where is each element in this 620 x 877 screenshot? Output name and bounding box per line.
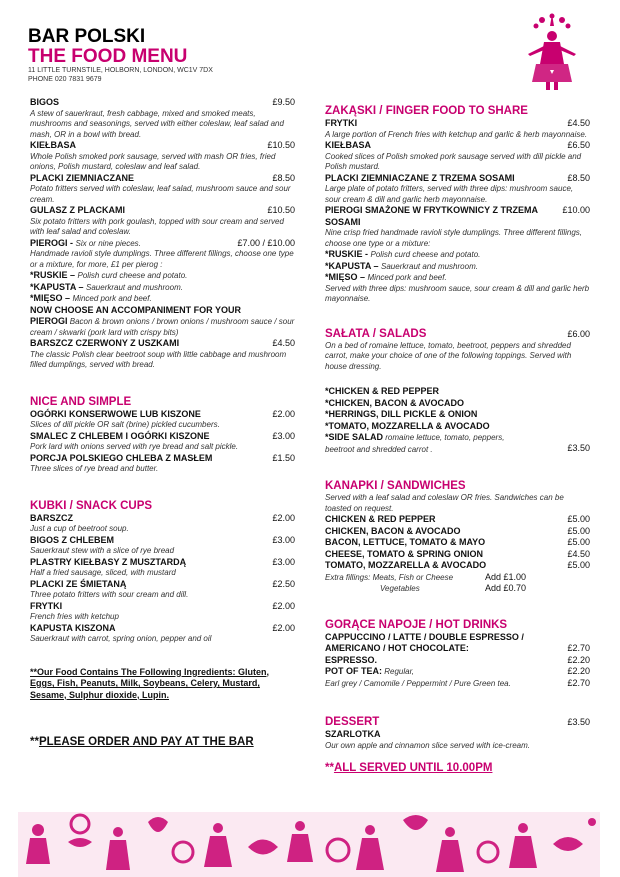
- price: £8.50: [272, 172, 295, 183]
- menu-row: [30, 535, 295, 547]
- allergen-notice: **Our Food Contains The Following Ingredients: Gluten, Eggs, Fish, Peanuts, Milk, Soybeans, Celery, Mustard, Sesame, Sulphur dioxide, Lupin.: [30, 666, 269, 700]
- menu-text: ALL SERVED UNTIL 10.00PM: [333, 762, 493, 774]
- menu-item: [325, 140, 590, 173]
- price: £3.00: [272, 430, 295, 441]
- menu-text: Half a fried sausage, sliced, with mustard: [30, 568, 176, 577]
- price: £5.00: [567, 537, 590, 547]
- section-title: ZAKĄSKI / FINGER FOOD TO SHARE: [325, 105, 528, 117]
- menu-row: [30, 409, 295, 421]
- menu-text: GULASZ Z PLACKAMI: [30, 205, 125, 215]
- menu-text: AMERICANO / HOT CHOCOLATE:: [325, 643, 469, 653]
- menu-item: [30, 205, 295, 238]
- menu-text: Six or nine pieces.: [75, 238, 141, 248]
- menu-text: *MIĘSO –: [30, 293, 73, 303]
- menu-text: Bacon & brown onions / brown onions / mushroom sauce / sour cream / skwarki (pork lard with crispy bits): [30, 317, 295, 337]
- menu-text: **: [30, 736, 39, 748]
- menu-text: Six potato fritters with pork goulash, topped with sour cream and served with leaf salad and coleslaw.: [30, 216, 284, 236]
- price: £3.50: [567, 717, 590, 727]
- menu-row: [30, 513, 295, 525]
- menu-row: [325, 643, 590, 655]
- menu-text: Whole Polish smoked pork sausage, served with mash OR fries, fried onions, Polish mustard, coleslaw and leaf salad.: [30, 151, 276, 171]
- menu-text: A stew of sauerkraut, fresh cabbage, mixed and smoked meats, mushrooms and seasonings, served with either coleslaw, leaf salad and mash, OR in a bowl with bread.: [30, 108, 284, 139]
- price: £3.50: [567, 443, 590, 453]
- menu-text: TOMATO, MOZZARELLA & AVOCADO: [325, 560, 487, 570]
- menu-text: SMALEC Z CHLEBEM I OGÓRKI KISZONE: [30, 430, 210, 441]
- brand-name: BAR POLSKI: [28, 26, 146, 47]
- menu-text: romaine lettuce, tomato, peppers, beetroot and shredded carrot .: [325, 433, 505, 454]
- menu-text: Nine crisp fried handmade ravioli style dumplings. Three different fillings, choose one type or a mixture:: [325, 228, 583, 248]
- menu-row: [325, 140, 590, 152]
- menu-text: PLEASE ORDER AND PAY AT THE BAR: [38, 736, 254, 748]
- menu-text: PIEROGI -: [30, 237, 76, 248]
- menu-text: POT OF TEA:: [325, 666, 382, 676]
- price: £10.50: [267, 205, 295, 215]
- menu-text: Regular,: [382, 667, 415, 676]
- menu-text: Minced pork and beef.: [367, 273, 447, 282]
- address: 11 LITTLE TURNSTILE, HOLBORN, LONDON, WC1V 7DX: [28, 67, 213, 74]
- extras-row: [325, 572, 590, 583]
- price: £6.50: [567, 140, 590, 150]
- menu-text: Add £1.00: [485, 571, 527, 582]
- menu-text: Earl grey / Camomile / Peppermint / Pure Green tea.: [325, 678, 511, 688]
- menu-text: CHICKEN & RED PEPPER: [325, 514, 436, 524]
- menu-item: [30, 513, 295, 535]
- folk-pattern-border: [18, 812, 600, 877]
- menu-row: [30, 173, 295, 185]
- menu-row: [30, 557, 295, 569]
- menu-text: Add £0.70: [485, 582, 527, 593]
- price: £1.50: [272, 452, 295, 463]
- menu-text: On a bed of romaine lettuce, tomato, beetroot, peppers and shredded carrot, make your choice of one of the following toppings. Served with house dressing.: [325, 340, 572, 371]
- menu-text: Sauerkraut and mushroom.: [381, 261, 478, 271]
- menu-text: **: [325, 762, 334, 774]
- menu-text: *MIĘSO –: [325, 272, 368, 282]
- menu-item: [30, 431, 295, 453]
- section-title: NICE AND SIMPLE: [30, 395, 132, 408]
- price: £5.00: [567, 560, 590, 570]
- menu-item: [30, 601, 295, 623]
- menu-item: [30, 97, 295, 140]
- menu-text: Large plate of potato fritters, served with three dips: mushroom sauce, sour cream & dill and garlic herb mayonnaise.: [325, 184, 574, 204]
- right-column: [325, 102, 590, 774]
- price: £10.50: [267, 140, 295, 150]
- salad-option: *TOMATO, MOZZARELLA & AVOCADO: [325, 420, 490, 431]
- price: £8.50: [567, 172, 590, 183]
- menu-text: PLACKI ZIEMNIACZANE: [30, 172, 134, 183]
- menu-text: CAPPUCCINO / LATTE / DOUBLE ESPRESSO /: [325, 631, 524, 642]
- price: £2.00: [272, 408, 295, 419]
- menu-row: [325, 655, 590, 667]
- menu-text: Served with three dips: mushroom sauce, sour cream & dill and garlic herb mayonnaise.: [325, 283, 590, 303]
- menu-text: Extra fillings: Meats, Fish or Cheese: [325, 572, 454, 582]
- menu-text: A large portion of French fries with ketchup and garlic & herb mayonnaise.: [325, 129, 588, 139]
- order-notice: [30, 737, 295, 748]
- menu-text: KAPUSTA KISZONA: [30, 622, 116, 633]
- menu-text: Potato fritters served with coleslaw, leaf salad, mushroom sauce and sour cream.: [30, 184, 291, 204]
- menu-text: PIEROGI SMAŻONE W FRYTKOWNICY Z TRZEMA SOSAMI: [325, 205, 538, 227]
- menu-row: [30, 338, 295, 350]
- section-title: [325, 327, 590, 341]
- price: £2.50: [272, 578, 295, 589]
- price: £2.00: [272, 600, 295, 611]
- menu-item: [325, 173, 590, 206]
- menu-text: FRYTKI: [30, 600, 63, 611]
- menu-text: Polish curd cheese and potato.: [77, 271, 188, 280]
- menu-row: [30, 238, 295, 250]
- menu-row: [325, 173, 590, 185]
- menu-text: PIEROGI: [30, 316, 68, 326]
- menu-text: *RUSKIE -: [325, 249, 371, 259]
- menu-item: [30, 173, 295, 206]
- menu-text: The classic Polish clear beetroot soup with little cabbage and mushroom filled dumplings, served with bread.: [30, 349, 287, 369]
- section-title: [325, 715, 590, 729]
- menu-text: DESSERT: [325, 716, 380, 728]
- menu-text: Served with a leaf salad and coleslaw OR fries. Sandwiches can be toasted on request.: [325, 493, 564, 513]
- menu-item: [30, 557, 295, 579]
- menu-text: Minced pork and beef.: [72, 294, 152, 303]
- price: £10.00: [562, 205, 590, 215]
- extras-row: [325, 583, 590, 594]
- menu-item: [325, 118, 590, 140]
- section-title: KANAPKI / SANDWICHES: [325, 480, 466, 492]
- menu-text: Three slices of rye bread and butter.: [30, 464, 159, 473]
- menu-row: [325, 560, 590, 572]
- served-notice: [325, 763, 590, 774]
- menu-item: [30, 453, 295, 475]
- menu-item: [30, 579, 295, 601]
- price: £4.50: [567, 548, 590, 559]
- menu-text: SAŁATA / SALADS: [325, 327, 427, 340]
- price: £2.00: [272, 512, 295, 523]
- menu-row: [325, 666, 590, 678]
- menu-row: [30, 579, 295, 591]
- price: £9.50: [272, 97, 295, 107]
- menu-text: Sauerkraut and mushroom.: [86, 282, 183, 292]
- menu-text: Slices of dill pickle OR salt (brine) pickled cucumbers.: [30, 420, 220, 429]
- menu-text: Pork lard with onions served with rye bread and salt pickle.: [30, 442, 239, 451]
- menu-item: [30, 409, 295, 431]
- section-title: KUBKI / SNACK CUPS: [30, 499, 153, 512]
- menu-item: [30, 140, 295, 173]
- menu-text: CHICKEN, BACON & AVOCADO: [325, 525, 461, 536]
- menu-text: BIGOS Z CHLEBEM: [30, 534, 115, 545]
- menu-text: *RUSKIE –: [30, 270, 78, 280]
- menu-text: French fries with ketchup: [30, 612, 119, 621]
- price: £2.20: [567, 654, 590, 665]
- menu-text: BARSZCZ CZERWONY Z USZKAMI: [30, 338, 180, 348]
- menu-text: BACON, LETTUCE, TOMATO & MAYO: [325, 537, 486, 547]
- folk-dancer-logo: [522, 12, 582, 94]
- menu-text: BIGOS: [30, 97, 60, 107]
- menu-title: THE FOOD MENU: [28, 46, 188, 67]
- price: £2.00: [272, 622, 295, 633]
- price: £2.70: [567, 677, 590, 688]
- menu-item-pierogi: [30, 238, 295, 339]
- menu-row: [325, 549, 590, 561]
- price: £5.00: [567, 514, 590, 524]
- menu-text: Sauerkraut with carrot, spring onion, pepper and oil: [30, 634, 212, 643]
- menu-text: Handmade ravioli style dumplings. Three different fillings, choose one type or a mixture, for more, £1 per pierog :: [30, 249, 294, 269]
- menu-text: FRYTKI: [325, 118, 358, 128]
- menu-text: CHEESE, TOMATO & SPRING ONION: [325, 548, 484, 559]
- menu-text: NOW CHOOSE AN ACCOMPANIMENT FOR YOUR: [30, 304, 241, 315]
- menu-text: *KAPUSTA –: [30, 281, 87, 292]
- phone: PHONE 020 7831 9679: [28, 76, 102, 83]
- menu-text: Cooked slices of Polish smoked pork sausage served with dill pickle and Polish mustard.: [325, 151, 582, 171]
- menu-text: KIEŁBASA: [325, 140, 372, 150]
- menu-row: [30, 97, 295, 109]
- menu-text: Three potato fritters with sour cream and dill.: [30, 590, 189, 599]
- section-title: GORĄCE NAPOJE / HOT DRINKS: [325, 618, 508, 631]
- menu-text: PLASTRY KIEŁBASY Z MUSZTARDĄ: [30, 556, 187, 567]
- menu-text: KIEŁBASA: [30, 140, 77, 150]
- menu-item: [325, 205, 590, 249]
- menu-row: [325, 537, 590, 549]
- menu-item: [30, 338, 295, 371]
- price: £6.00: [567, 328, 590, 339]
- price: £3.00: [272, 556, 295, 567]
- menu-text: Polish curd cheese and potato.: [370, 250, 481, 259]
- menu-row: [30, 431, 295, 443]
- menu-text: Just a cup of beetroot soup.: [30, 524, 129, 533]
- menu-text: Sauerkraut stew with a slice of rye bread: [30, 546, 175, 555]
- price: £7.00 / £10.00: [237, 237, 295, 248]
- menu-text: *SIDE SALAD: [325, 432, 384, 442]
- menu-row: [30, 453, 295, 465]
- menu-row: [30, 601, 295, 613]
- menu-text: Vegetables: [380, 583, 420, 593]
- price: £2.70: [567, 643, 590, 653]
- menu-item: [30, 623, 295, 645]
- menu-row: [325, 678, 590, 690]
- menu-row: [30, 205, 295, 217]
- price: £5.00: [567, 525, 590, 536]
- menu-text: *KAPUSTA –: [325, 260, 382, 271]
- left-column: [30, 97, 295, 748]
- menu-text: ESPRESSO.: [325, 654, 378, 665]
- menu-item: [30, 535, 295, 557]
- menu-row: [325, 118, 590, 130]
- menu-text: PLACKI ZIEMNIACZANE Z TRZEMA SOSAMI: [325, 172, 515, 183]
- salad-option: *CHICKEN & RED PEPPER: [325, 386, 440, 396]
- menu-row: [30, 623, 295, 635]
- price: £4.50: [272, 338, 295, 348]
- menu-row: [325, 526, 590, 538]
- menu-text: PLACKI ZE ŚMIETANĄ: [30, 578, 127, 589]
- menu-row: [30, 140, 295, 152]
- menu-text: SZARLOTKA: [325, 729, 381, 739]
- menu-text: Our own apple and cinnamon slice served with ice-cream.: [325, 740, 530, 750]
- price: £4.50: [567, 118, 590, 128]
- menu-text: OGÓRKI KONSERWOWE LUB KISZONE: [30, 408, 201, 419]
- menu-text: PORCJA POLSKIEGO CHLEBA Z MASŁEM: [30, 452, 213, 463]
- salad-option: *CHICKEN, BACON & AVOCADO: [325, 397, 465, 408]
- price: £2.20: [567, 666, 590, 676]
- menu-text: BARSZCZ: [30, 512, 73, 523]
- side-salad: [325, 432, 590, 455]
- salad-option: *HERRINGS, DILL PICKLE & ONION: [325, 409, 478, 419]
- menu-row: [325, 514, 590, 526]
- menu-row: [325, 205, 590, 228]
- price: £3.00: [272, 534, 295, 545]
